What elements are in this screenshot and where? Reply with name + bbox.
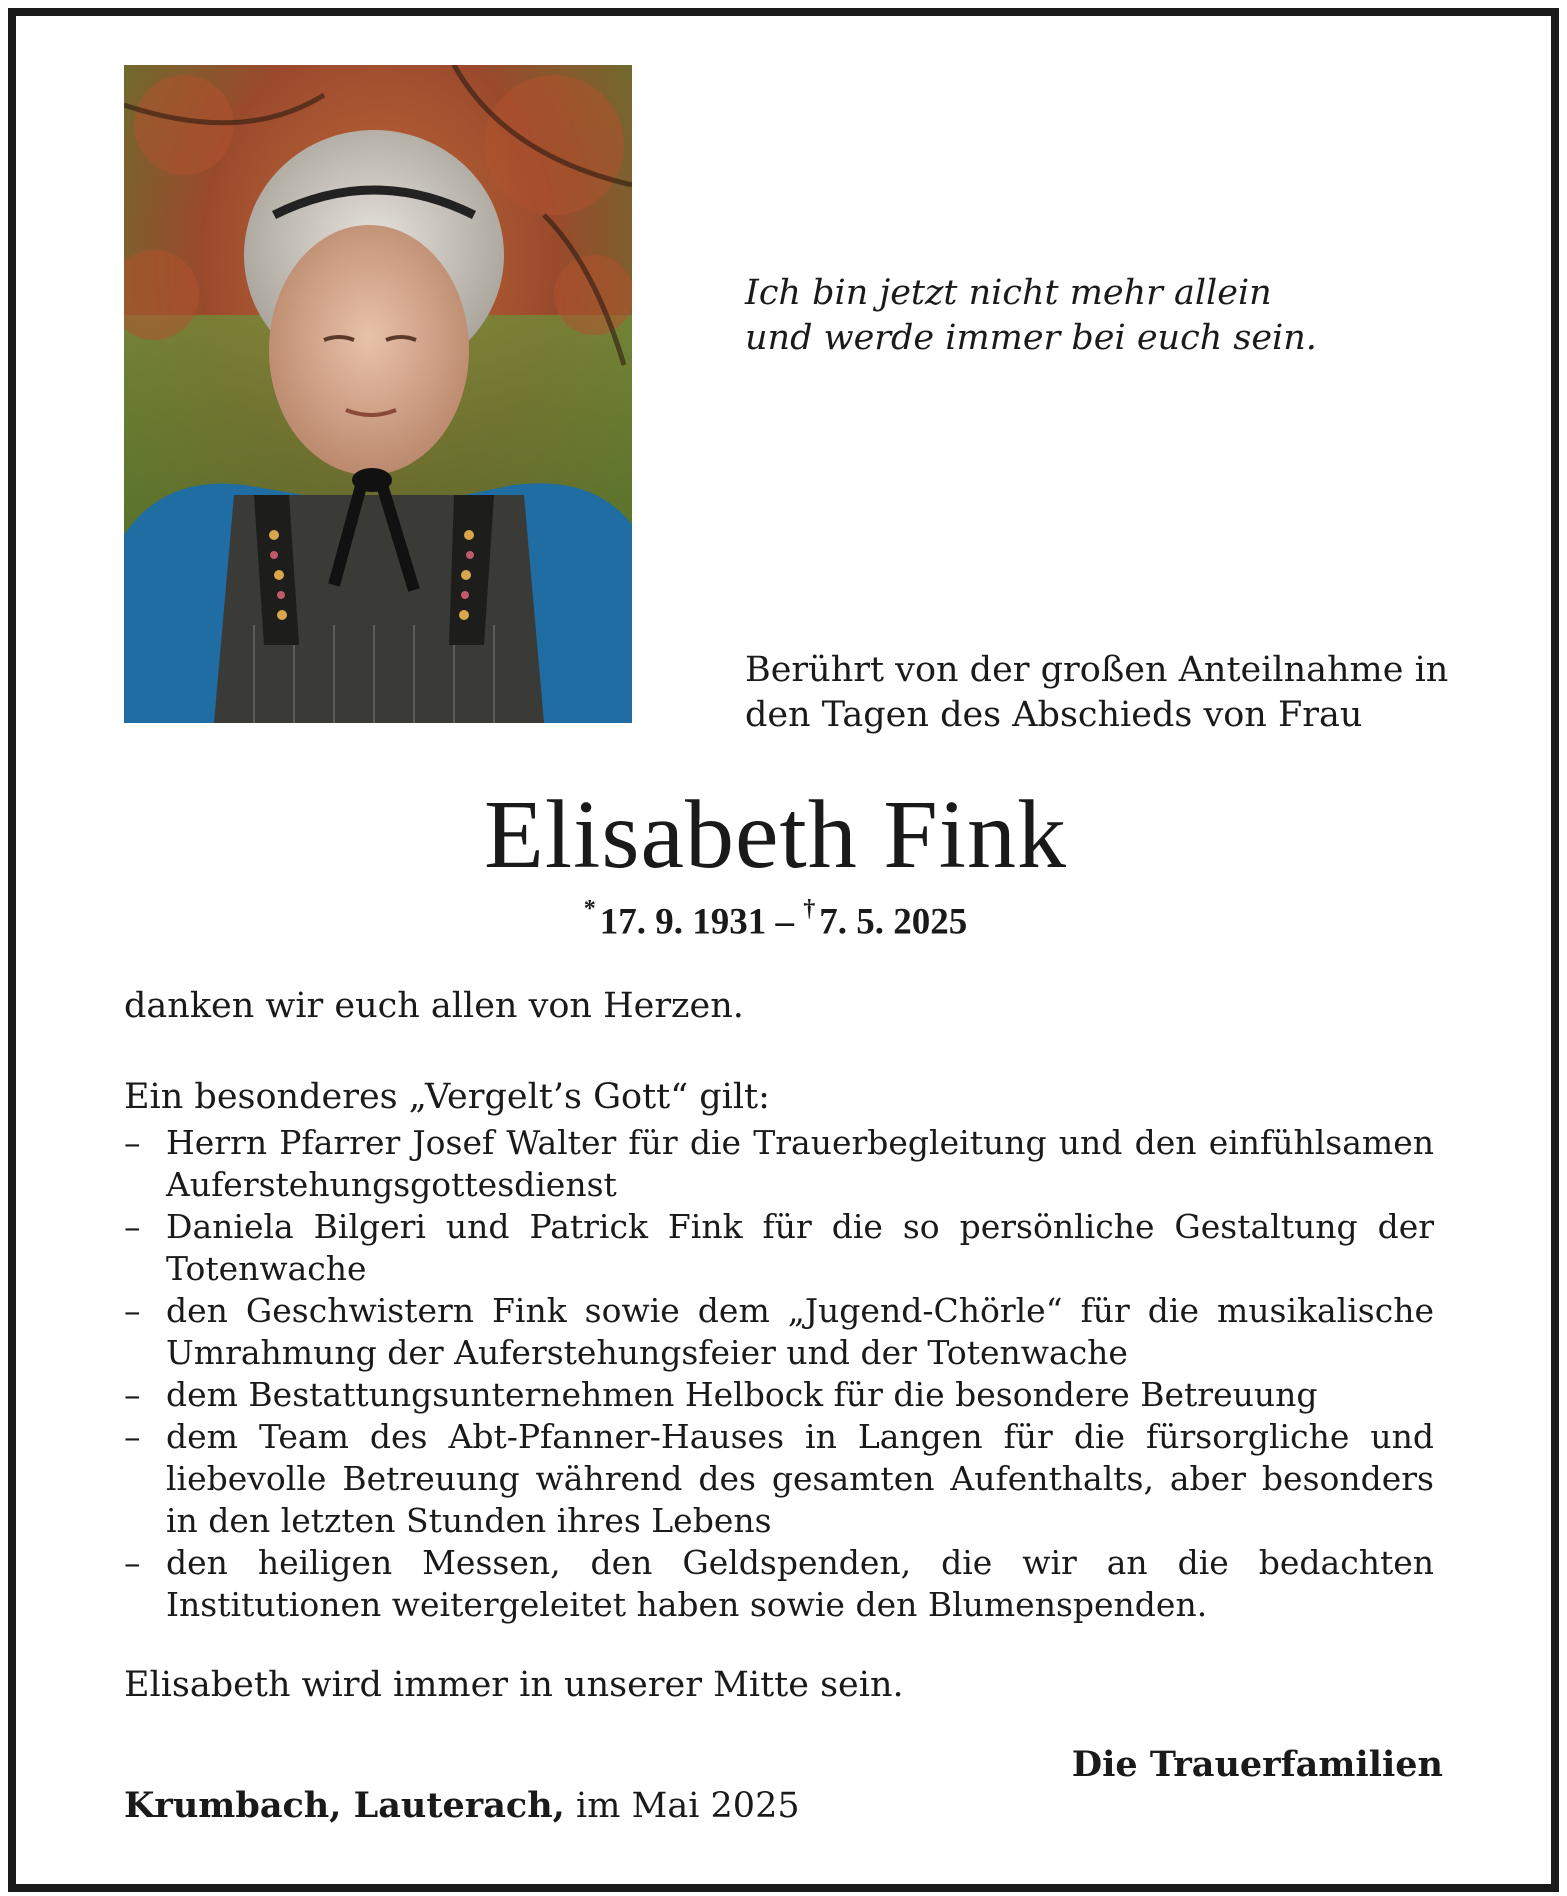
list-item: – dem Team des Abt-Pfanner-Hauses in Langen für die fürsorgliche und liebevolle Betreuung während des gesamten Aufenthalts, aber besonders in den letzten Stunden ihres Lebens	[124, 1417, 1434, 1540]
intro-text	[745, 648, 1465, 738]
quote-line-1: Ich bin jetzt nicht mehr allein	[745, 273, 1272, 313]
list-item: – Herrn Pfarrer Josef Walter für die Trauerbegleitung und den einfühlsamen Auferstehungsgottesdienst	[124, 1123, 1434, 1204]
list-item: – dem Bestattungsunternehmen Helbock für die besondere Betreuung	[124, 1375, 1318, 1414]
intro-line-1: Berührt von der großen Anteilnahme in	[745, 650, 1449, 690]
birth-symbol: *	[583, 896, 596, 922]
signature: Die Trauerfamilien	[1071, 1744, 1443, 1785]
gratitude-list	[124, 1122, 1434, 1626]
list-item: – den heiligen Messen, den Geldspenden, die wir an die bedachten Institutionen weitergeleitet haben sowie den Blumenspenden.	[124, 1543, 1434, 1624]
deceased-name: Elisabeth Fink	[484, 781, 1067, 889]
portrait-photo	[124, 65, 632, 723]
place-date	[124, 1785, 800, 1826]
closing-line: Elisabeth wird immer in unserer Mitte sein.	[124, 1665, 904, 1705]
list-item: – den Geschwistern Fink sowie dem „Jugend-Chörle“ für die musikalische Umrahmung der Auferstehungsfeier und der Totenwache	[124, 1291, 1434, 1372]
list-item: – Daniela Bilgeri und Patrick Fink für die so persönliche Gestaltung der Totenwache	[124, 1207, 1434, 1288]
thanks-line: danken wir euch allen von Herzen.	[124, 986, 744, 1026]
life-dates	[0, 896, 1551, 943]
death-symbol: †	[803, 896, 816, 922]
memorial-quote	[745, 271, 1465, 361]
intro-line-2: den Tagen des Abschieds von Frau	[745, 695, 1363, 735]
birth-date: 17. 9. 1931 –	[599, 901, 794, 943]
place-date-text: im Mai 2025	[576, 1786, 800, 1826]
quote-line-2: und werde immer bei euch sein.	[745, 318, 1317, 358]
death-date: 7. 5. 2025	[819, 901, 968, 943]
gratitude-intro: Ein besonderes „Vergelt’s Gott“ gilt:	[124, 1077, 770, 1117]
place-towns: Krumbach, Lauterach,	[124, 1785, 565, 1826]
